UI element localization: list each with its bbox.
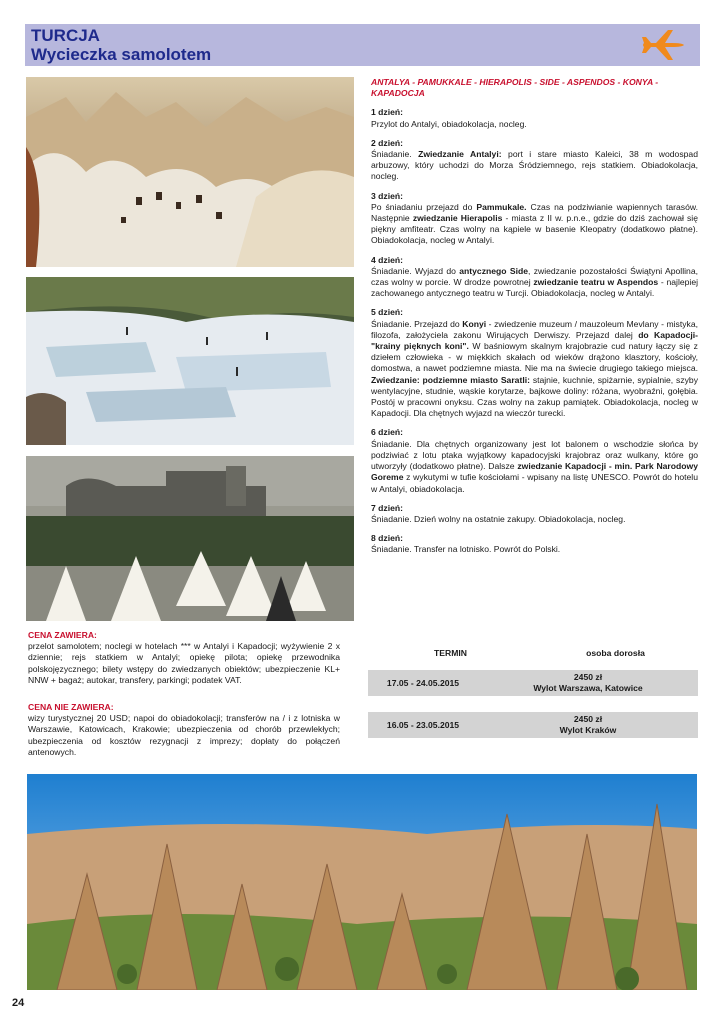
day-text-segment: Pammukale.	[476, 201, 527, 212]
price-includes-text: przelot samolotem; noclegi w hotelach *** w Antalyi i Kapadocji; wyżywienie 2 x dziennie; rejs statkiem w Antalyi; opiekę pilota; opiekę przewodnika polskojęzycznego; bilety wstępy do zwiedzanych obiektów; ubezpieczenie KL+ NNW + bagaż; autokar, transfery, parkingi; podatek VAT.	[28, 641, 340, 685]
itinerary-day	[371, 427, 698, 494]
route-title: ANTALYA - PAMUKKALE - HIERAPOLIS - SIDE - ASPENDOS - KONYA - KAPADOCJA	[371, 77, 659, 99]
table-row	[368, 710, 698, 738]
table-row	[368, 668, 698, 696]
row-note: Wylot Kraków	[559, 725, 617, 735]
col-price: osoba dorosła	[586, 648, 645, 658]
day-text-segment: z wykutymi w tufie kościołami - wpisany na listę UNESCO. Powrót do hotelu w Antalyi, obiadokolacja.	[371, 472, 698, 494]
photo-cappadocia-caves	[26, 77, 354, 267]
day-heading: 1 dzień:	[371, 107, 403, 118]
day-text-segment: Zwiedzanie: podziemne miasto Saratli:	[371, 374, 530, 385]
day-text-segment: - miasta z II w. p.n.e., gdzie do dziś zachował się piękny amfiteatr. Czas wolny na kąpiele w basenie Kleopatry (dodatkowo płatne). Obiadokolacja, nocleg w Antalyi.	[371, 213, 698, 246]
day-text-segment: Śniadanie. Wyjazd do	[371, 265, 460, 276]
day-heading: 5 dzień:	[371, 307, 403, 318]
price-excludes-heading: CENA NIE ZAWIERA:	[28, 702, 114, 713]
page-number: 24	[12, 997, 25, 1009]
day-text-segment: do Kapadocji- "krainy pięknych koni".	[371, 329, 698, 352]
itinerary-day	[371, 307, 698, 419]
itinerary-days	[371, 107, 698, 555]
airplane-icon	[642, 28, 686, 62]
day-text-segment: , zwiedzanie pozostałości Świątyni Apollina, czas wolny w porcie. W drodze powrotnej	[371, 265, 698, 288]
day-text-segment: - najlepiej zachowanego antycznego teatru w Turcji. Obiadokolacja, nocleg w Antalyi.	[371, 277, 699, 299]
itinerary-day	[371, 255, 698, 300]
day-text-segment: Śniadanie. Przejazd do	[371, 318, 463, 329]
itinerary-day	[371, 107, 698, 129]
price-table	[368, 648, 698, 738]
day-text-segment: Śniadanie. Dla chętnych organizowany jest lot balonem o wschodzie słońca by podziwiać z lotu ptaka wyjątkowy kapadocyjski krajobraz oraz wulkany, które go utworzyły (dodatkowo płatne). Dalsze	[371, 438, 698, 472]
day-text	[371, 544, 698, 555]
photo-whirling-dervishes	[26, 456, 354, 621]
day-text	[371, 119, 698, 130]
itinerary-day	[371, 138, 698, 183]
page-header	[25, 24, 700, 66]
day-heading: 7 dzień:	[371, 502, 403, 513]
row-price: 2450 zł	[573, 714, 603, 724]
day-text-segment: stajnie, kuchnie, spiżarnie, sypialnie, szyby wentylacyjne, studnie, wąskie korytarze, bajkowe doliny: różana, wyobraźni, gołębia. Postój w pracowni onyksu. Czas wolny na zakup pamiątek. Obiadokolacja, nocleg w Kapadocji. Dla chętnych wyjazd na wieczór turecki.	[371, 374, 699, 419]
photo-pamukkale-terraces	[26, 277, 354, 445]
day-text-segment: Po śniadaniu przejazd do	[371, 201, 477, 212]
day-text	[371, 319, 698, 420]
itinerary-column	[371, 77, 698, 564]
day-text	[371, 514, 698, 525]
day-heading: 2 dzień:	[371, 137, 403, 148]
day-text-segment: Śniadanie.	[371, 149, 419, 160]
day-heading: 8 dzień:	[371, 533, 403, 544]
day-text-segment: antycznego Side	[459, 265, 528, 276]
day-text	[371, 266, 698, 300]
day-text-segment: Czas na podziwianie wapiennych tarasów. Następnie	[371, 201, 699, 224]
day-text-segment: Konyi	[462, 318, 487, 329]
page-subtitle: Wycieczka samolotem	[31, 45, 212, 64]
day-heading: 6 dzień:	[371, 427, 403, 438]
itinerary-day	[371, 191, 698, 247]
row-price: 2450 zł	[573, 672, 603, 682]
day-heading: 3 dzień:	[371, 190, 403, 201]
price-info	[28, 630, 340, 758]
photo-fairy-chimneys	[27, 774, 697, 990]
itinerary-day	[371, 533, 698, 555]
page-title: TURCJA	[31, 26, 100, 45]
itinerary-day	[371, 503, 698, 525]
row-term: 16.05 - 23.05.2015	[386, 720, 460, 730]
row-term: 17.05 - 24.05.2015	[386, 678, 460, 688]
day-text-segment: W baśniowym skalnym krajobrazie cud natury łączy się z dziełem człowieka - w miękkich skałach od wieków drążono klasztory, kościoły, domostwa, a nawet podziemne miasta. Nie ma na świecie drugiego takiego miejsca.	[371, 341, 698, 374]
price-excludes-text: wizy turystycznej 20 USD; napoi do obiadokolacji; transferów na / i z lotniska w Warszawie, Katowicach, Krakowie; ubezpieczenia od chorób przewlekłych; ubezpieczenia od kosztów rezygnacji z imprezy; dopłaty do połączeń antenowych.	[28, 713, 340, 757]
row-note: Wylot Warszawa, Katowice	[533, 683, 643, 693]
day-text-segment: zwiedzanie teatru w Aspendos	[533, 277, 659, 288]
day-text-segment: - zwiedzenie muzeum / mauzoleum Mevlany - mistyka, filozofa, założyciela zakonu Wirujących Derwiszy. Przejazd dalej	[371, 318, 698, 340]
day-text-segment: Śniadanie. Transfer na lotnisko. Powrót do Polski.	[371, 544, 561, 555]
day-text-segment: zwiedzanie Hierapolis	[412, 213, 503, 224]
price-includes-heading: CENA ZAWIERA:	[28, 630, 97, 640]
day-text-segment: zwiedzanie Kapadocji - min. Park Narodowy Goreme	[371, 461, 698, 483]
day-text-segment: Śniadanie. Dzień wolny na ostatnie zakupy. Obiadokolacja, nocleg.	[371, 513, 626, 524]
day-text-segment: port i stare miasto Kaleici, 38 m wodospad arbuzowy, który uchodzi do Morza Śródziemnego, rejs statkiem. Obiadokolacja, nocleg.	[371, 149, 698, 182]
col-term: TERMIN	[434, 648, 467, 658]
day-text-segment: Przylot do Antalyi, obiadokolacja, nocleg.	[371, 118, 527, 129]
day-heading: 4 dzień:	[371, 254, 403, 265]
day-text-segment: Zwiedzanie Antalyi:	[418, 149, 502, 160]
day-text	[371, 202, 698, 247]
price-table-header	[368, 648, 698, 664]
day-text	[371, 439, 698, 495]
day-text	[371, 149, 698, 183]
